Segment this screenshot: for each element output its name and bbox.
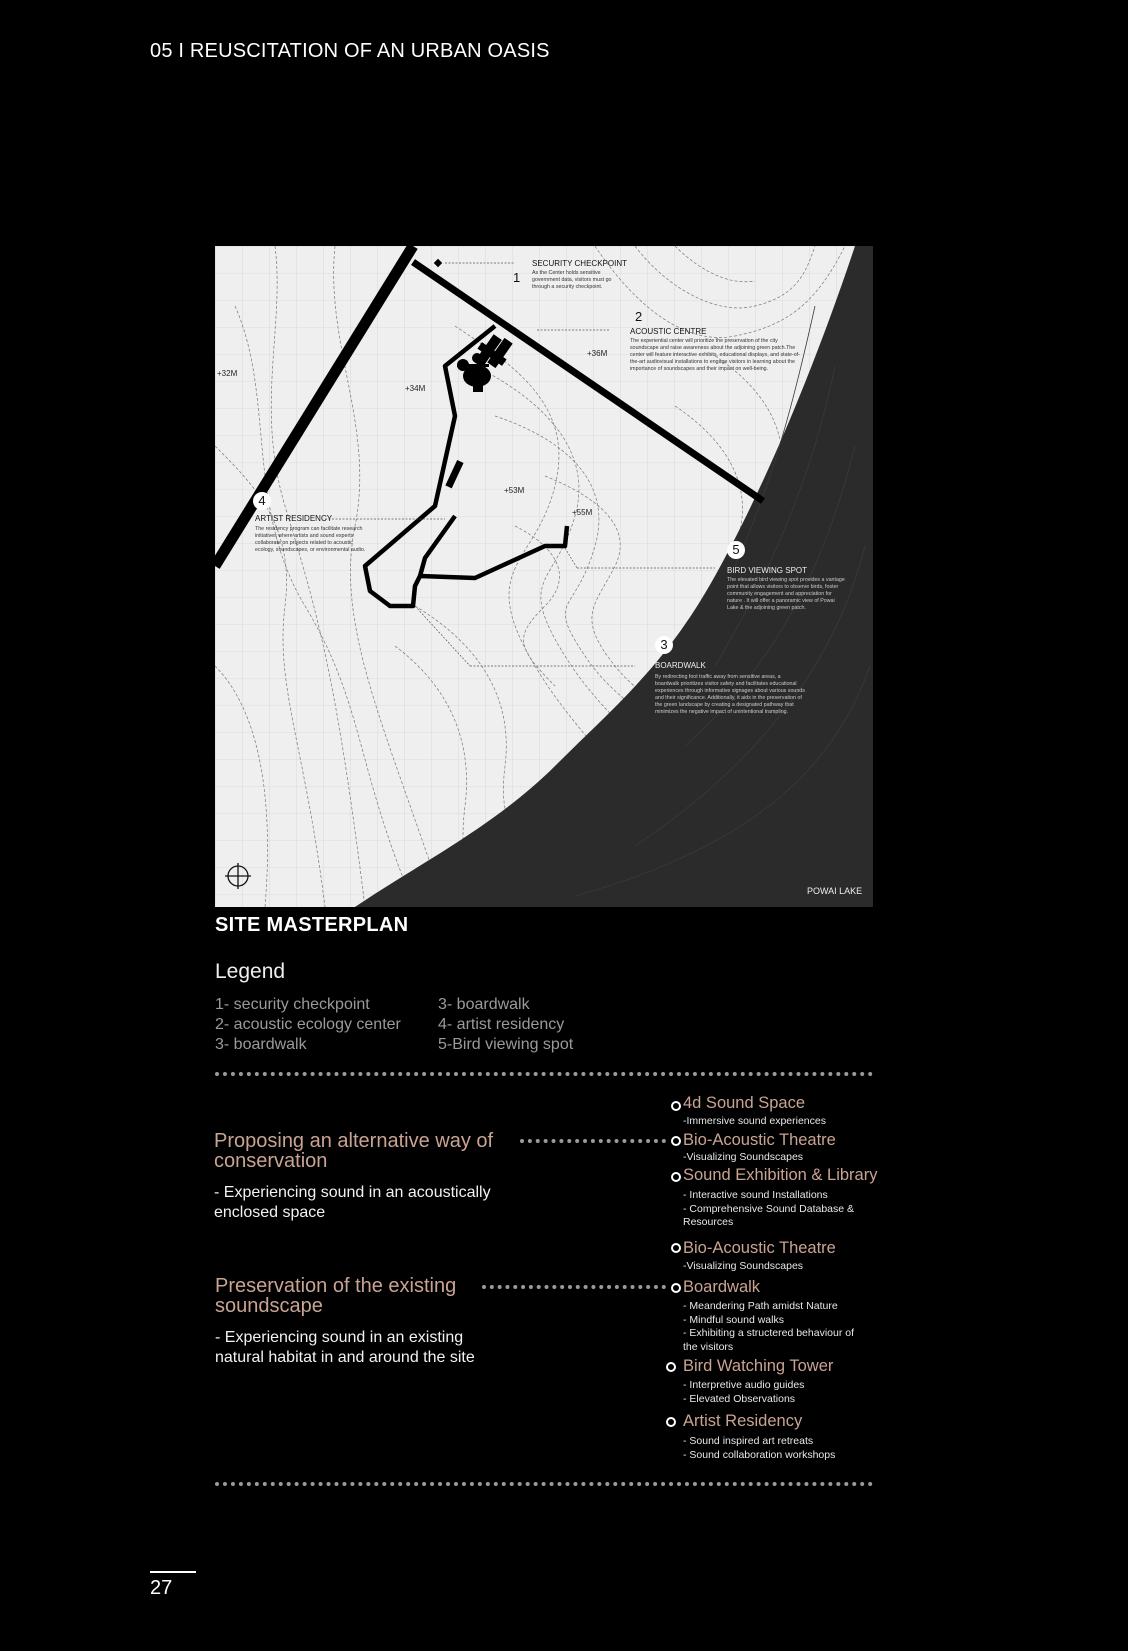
elevation-label: +34M bbox=[405, 384, 426, 393]
bullet-icon bbox=[671, 1136, 681, 1146]
site-masterplan-map bbox=[215, 246, 873, 907]
bullet-icon bbox=[666, 1417, 676, 1427]
program-item-title: Boardwalk bbox=[683, 1278, 761, 1296]
legend-item: 3- boardwalk bbox=[438, 996, 530, 1013]
annotation-number-3: 3 bbox=[655, 636, 673, 654]
program-item-detail: - Exhibiting a structered behaviour of the visitors bbox=[683, 1327, 855, 1353]
legend-item: 1- security checkpoint bbox=[215, 996, 370, 1013]
program-item-title: 4d Sound Space bbox=[683, 1094, 806, 1112]
page-number: 27 bbox=[150, 1577, 173, 1599]
connector-dots-2 bbox=[482, 1285, 666, 1289]
program-item-title: Artist Residency bbox=[683, 1412, 803, 1430]
annotation-text-artist-residency: The residency program can facilitate research initiatives where artists and sound experts collaborate on projects related to acoustic ecology, soundscapes, or environmental audio. bbox=[255, 526, 366, 553]
annotation-text-bird-viewing-spot: The elevated bird viewing spot provides a vantage point that allows visitors to observe birds, foster community engagement and appreciation for nature . It will offer a panoramic view of Powai Lake & the adjoining green patch. bbox=[727, 577, 845, 611]
concept-subtitle: - Experiencing sound in an existing natural habitat in and around the site bbox=[215, 1329, 475, 1366]
program-item-details bbox=[683, 1189, 873, 1230]
legend-column-2 bbox=[438, 995, 573, 1055]
page-header-title: 05 I REUSCITATION OF AN URBAN OASIS bbox=[150, 40, 550, 62]
section-divider-top bbox=[215, 1072, 873, 1076]
concept-title: Proposing an alternative way of conservation bbox=[214, 1130, 494, 1172]
legend-item: 3- boardwalk bbox=[215, 1036, 307, 1053]
program-item-detail: - Comprehensive Sound Database & Resources bbox=[683, 1202, 855, 1228]
annotation-text-security-checkpoint: As the Center holds sensitive government data, visitors must go through a security checkpoint. bbox=[532, 270, 612, 290]
annotation-title-bird-viewing-spot: BIRD VIEWING SPOT bbox=[727, 566, 808, 575]
concept-title: Preservation of the existing soundscape bbox=[215, 1275, 457, 1317]
annotation-number-5: 5 bbox=[727, 541, 745, 559]
legend-item: 5-Bird viewing spot bbox=[438, 1036, 574, 1053]
page-number-rule bbox=[150, 1571, 196, 1573]
connector-dots-1 bbox=[520, 1139, 666, 1143]
elevation-label: +55M bbox=[572, 508, 593, 517]
annotation-number-4: 4 bbox=[253, 492, 271, 510]
annotation-title-boardwalk: BOARDWALK bbox=[655, 661, 706, 670]
concept-subtitle: - Experiencing sound in an acoustically enclosed space bbox=[214, 1184, 491, 1221]
legend-title: Legend bbox=[215, 960, 286, 983]
program-item-detail: -Visualizing Soundscapes bbox=[683, 1260, 804, 1272]
program-item-title: Bio-Acoustic Theatre bbox=[683, 1131, 836, 1149]
elevation-label: +32M bbox=[217, 369, 238, 378]
program-item-title: Bio-Acoustic Theatre bbox=[683, 1239, 836, 1257]
program-item-details bbox=[683, 1300, 868, 1354]
program-item-title: Sound Exhibition & Library bbox=[683, 1166, 878, 1184]
program-item-detail: - Interactive sound Installations bbox=[683, 1189, 828, 1201]
program-item-details bbox=[683, 1435, 873, 1462]
bullet-icon bbox=[671, 1172, 681, 1182]
annotation-text-boardwalk: By redirecting foot traffic away from sensitive areas, a boardwalk prioritizes visitor safety and facilitates educational experiences through informative signages about various sounds and their significance. Additionally, it aids in the preservation of the green landscape by creating a designated pathway that minimizes the negative impact of unintentional trampling. bbox=[655, 674, 805, 715]
legend-column-1 bbox=[215, 995, 401, 1055]
bullet-icon bbox=[671, 1243, 681, 1253]
program-item-detail: - Interpretive audio guides bbox=[683, 1379, 805, 1391]
legend-item: 4- artist residency bbox=[438, 1016, 565, 1033]
annotation-title-security-checkpoint: SECURITY CHECKPOINT bbox=[532, 259, 627, 268]
program-item-detail: -Immersive sound experiences bbox=[683, 1115, 826, 1127]
program-item-detail: - Sound inspired art retreats bbox=[683, 1435, 814, 1447]
elevation-label: +36M bbox=[587, 349, 608, 358]
bullet-icon bbox=[666, 1362, 676, 1372]
program-item-detail: -Visualizing Soundscapes bbox=[683, 1151, 804, 1163]
bullet-icon bbox=[671, 1283, 681, 1293]
concept-alternative-conservation bbox=[214, 1131, 514, 1223]
section-divider-bottom bbox=[215, 1482, 873, 1486]
program-item-detail: - Elevated Observations bbox=[683, 1392, 796, 1405]
program-item-detail: - Meandering Path amidst Nature bbox=[683, 1300, 838, 1312]
site-masterplan-title: SITE MASTERPLAN bbox=[215, 914, 409, 936]
program-item-title: Bird Watching Tower bbox=[683, 1357, 834, 1375]
program-item-details bbox=[683, 1379, 873, 1406]
annotation-number-1: 1 bbox=[513, 270, 521, 285]
legend-item: 2- acoustic ecology center bbox=[215, 1016, 401, 1033]
bullet-icon bbox=[671, 1101, 681, 1111]
lake-label: POWAI LAKE bbox=[807, 886, 863, 896]
annotation-text-acoustic-centre: The experiential center will prioritize the preservation of the city soundscape and raise awareness about the adjoining green patch.The center will feature interactive exhibits, educational displays, and state-of-the-art audiovisual installations to engage visitors in learning about the importance of soundscapes and their impact on well-being. bbox=[630, 338, 800, 372]
annotation-number-2: 2 bbox=[635, 309, 643, 324]
program-item-detail: - Mindful sound walks bbox=[683, 1313, 784, 1326]
concept-preservation-soundscape bbox=[215, 1276, 515, 1368]
program-item-detail: - Sound collaboration workshops bbox=[683, 1448, 836, 1461]
annotation-title-artist-residency: ARTIST RESIDENCY bbox=[255, 514, 333, 523]
elevation-label: +53M bbox=[504, 486, 525, 495]
annotation-title-acoustic-centre: ACOUSTIC CENTRE bbox=[630, 327, 707, 336]
